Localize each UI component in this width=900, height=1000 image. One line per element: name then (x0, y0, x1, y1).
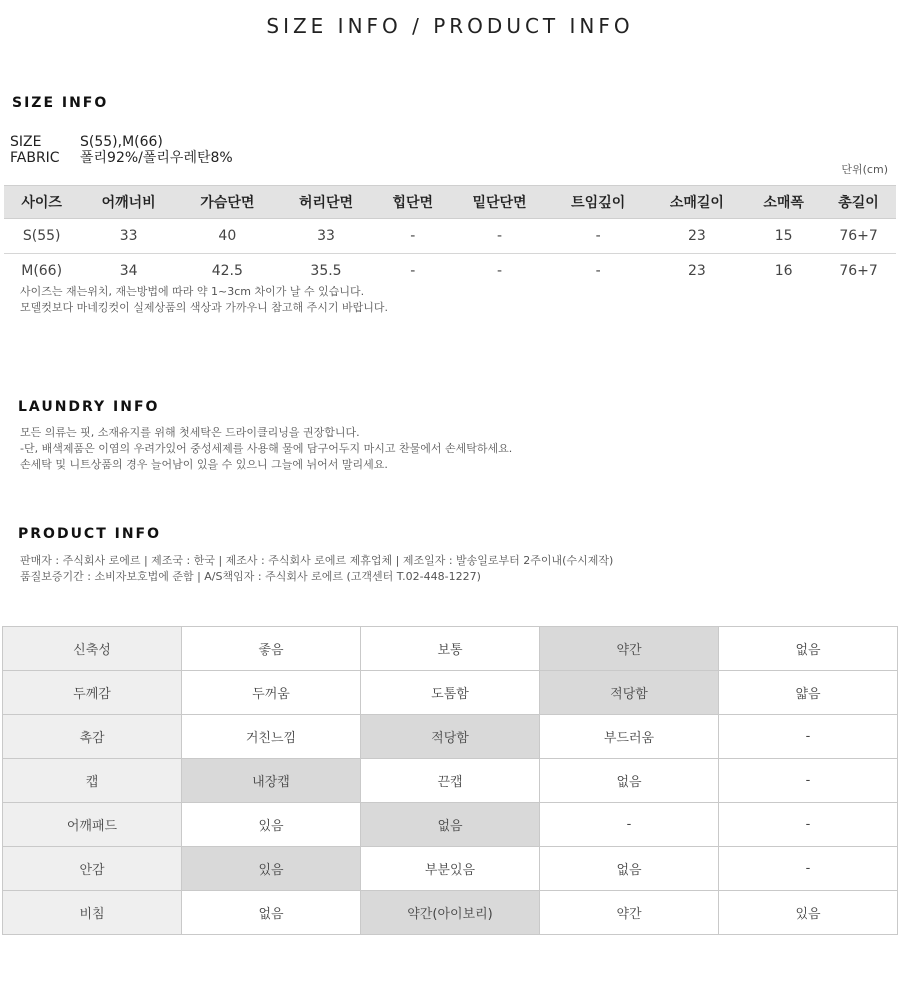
fabric-attribute-category: 두께감 (3, 671, 182, 715)
size-label: SIZE (10, 134, 42, 150)
fabric-spec-row (10, 150, 233, 166)
fabric-attribute-option: 부분있음 (361, 847, 540, 891)
size-table-cell: 23 (687, 263, 706, 279)
fabric-attribute-option: 부드러움 (540, 715, 719, 759)
size-table-cell: - (375, 219, 450, 254)
fabric-attribute-category: 비침 (3, 891, 182, 935)
size-value: S(55),M(66) (80, 134, 163, 150)
product-note: 품질보증기간 : 소비자보호법에 준함 | A/S책임자 : 주식회사 로에르 (고객센터 T.02-448-1227) (20, 570, 481, 583)
fabric-attribute-option: 좋음 (182, 627, 361, 671)
size-table-cell: - (549, 219, 648, 254)
fabric-attribute-category: 안감 (3, 847, 182, 891)
size-table-header-row (4, 186, 896, 219)
fabric-attribute-row (3, 847, 898, 891)
fabric-attribute-option-selected: 약간 (540, 627, 719, 671)
fabric-attribute-option: 없음 (540, 759, 719, 803)
size-table-header: 소매폭 (746, 186, 821, 219)
laundry-notes (20, 425, 512, 473)
size-table-header: 힙단면 (375, 186, 450, 219)
fabric-attribute-option: - (719, 715, 898, 759)
fabric-attribute-option-selected: 있음 (182, 847, 361, 891)
size-table-cell: 34 (119, 263, 138, 279)
fabric-attribute-row (3, 715, 898, 759)
laundry-note: -단, 배색제품은 이염의 우려가있어 중성세제를 사용해 물에 담구어두지 마시고 찬물에서 손세탁하세요. (20, 442, 513, 455)
fabric-attribute-option: 도톰함 (361, 671, 540, 715)
size-table-header: 소매길이 (648, 186, 747, 219)
size-table-cell: - (497, 263, 503, 279)
fabric-attribute-row (3, 891, 898, 935)
fabric-attribute-category: 어깨패드 (3, 803, 182, 847)
fabric-attribute-option: - (719, 803, 898, 847)
fabric-attribute-option: 보통 (361, 627, 540, 671)
size-table-cell: - (410, 263, 416, 279)
fabric-attribute-option: 두꺼움 (182, 671, 361, 715)
size-spec-row (10, 134, 233, 150)
laundry-info-heading: LAUNDRY INFO (18, 399, 160, 415)
laundry-note: 모든 의류는 핏, 소재유지를 위해 첫세탁은 드라이클리닝을 권장합니다. (20, 426, 360, 439)
size-table-cell: 23 (648, 219, 747, 254)
size-table-header: 사이즈 (4, 186, 79, 219)
fabric-value: 폴리92%/폴리우레탄8% (80, 150, 233, 166)
fabric-attribute-option-selected: 적당함 (361, 715, 540, 759)
size-table-cell: 76+7 (839, 263, 878, 279)
fabric-attribute-table (2, 626, 898, 935)
product-info-heading: PRODUCT INFO (18, 526, 162, 542)
fabric-attribute-option: 없음 (719, 627, 898, 671)
product-note: 판매자 : 주식회사 로에르 | 제조국 : 한국 | 제조사 : 주식회사 로에르 제휴업체 | 제조일자 : 발송일로부터 2주이내(수시제작) (20, 554, 614, 567)
size-table-cell: 40 (178, 219, 277, 254)
fabric-attribute-option-selected: 내장캡 (182, 759, 361, 803)
fabric-attribute-option: 얇음 (719, 671, 898, 715)
size-table-cell: 35.5 (310, 263, 342, 279)
size-table-header: 밑단단면 (450, 186, 549, 219)
size-table-header: 가슴단면 (178, 186, 277, 219)
fabric-attribute-row (3, 803, 898, 847)
fabric-attribute-option: 있음 (182, 803, 361, 847)
fabric-attribute-option: 있음 (719, 891, 898, 935)
fabric-attribute-row (3, 759, 898, 803)
fabric-attribute-option-selected: 약간(아이보리) (361, 891, 540, 935)
product-notes (20, 553, 613, 585)
size-table-row (4, 219, 896, 254)
size-table-cell: 15 (746, 219, 821, 254)
fabric-attribute-row (3, 627, 898, 671)
unit-note: 단위(cm) (841, 163, 888, 176)
fabric-attribute-option: - (540, 803, 719, 847)
size-table-header: 트임깊이 (549, 186, 648, 219)
size-table-cell: 42.5 (211, 263, 243, 279)
size-table-header: 총길이 (821, 186, 896, 219)
size-table-cell: 16 (774, 263, 793, 279)
size-table-cell: M(66) (21, 263, 63, 279)
fabric-attribute-option: - (719, 847, 898, 891)
size-table-cell: - (595, 263, 601, 279)
size-info-heading: SIZE INFO (12, 95, 109, 111)
spec-block (10, 134, 233, 166)
size-note: 사이즈는 재는위치, 재는방법에 따라 약 1~3cm 차이가 날 수 있습니다. (20, 285, 365, 298)
fabric-label: FABRIC (10, 150, 60, 166)
size-table-cell: 76+7 (821, 219, 896, 254)
size-table-header: 허리단면 (277, 186, 376, 219)
size-table-cell: 33 (277, 219, 376, 254)
size-table-cell: S(55) (4, 219, 79, 254)
fabric-attribute-category: 촉감 (3, 715, 182, 759)
fabric-attribute-category: 캡 (3, 759, 182, 803)
fabric-attribute-option: 없음 (182, 891, 361, 935)
size-table-cell: - (450, 219, 549, 254)
fabric-attribute-option: - (719, 759, 898, 803)
fabric-attribute-option-selected: 적당함 (540, 671, 719, 715)
fabric-attribute-option: 약간 (540, 891, 719, 935)
fabric-attribute-row (3, 671, 898, 715)
size-table (4, 185, 896, 288)
size-notes (20, 284, 388, 316)
page-title: SIZE INFO / PRODUCT INFO (266, 14, 634, 38)
size-table-cell: 33 (79, 219, 178, 254)
fabric-attribute-option-selected: 없음 (361, 803, 540, 847)
size-table-row (4, 254, 896, 289)
size-table-header: 어깨너비 (79, 186, 178, 219)
fabric-attribute-option: 거친느낌 (182, 715, 361, 759)
laundry-note: 손세탁 및 니트상품의 경우 늘어남이 있을 수 있으니 그늘에 뉘어서 말리세요. (20, 458, 388, 471)
size-note: 모델컷보다 마네킹컷이 실제상품의 색상과 가까우니 참고해 주시기 바랍니다. (20, 301, 389, 314)
fabric-attribute-category: 신축성 (3, 627, 182, 671)
fabric-attribute-option: 없음 (540, 847, 719, 891)
fabric-attribute-option: 끈캡 (361, 759, 540, 803)
